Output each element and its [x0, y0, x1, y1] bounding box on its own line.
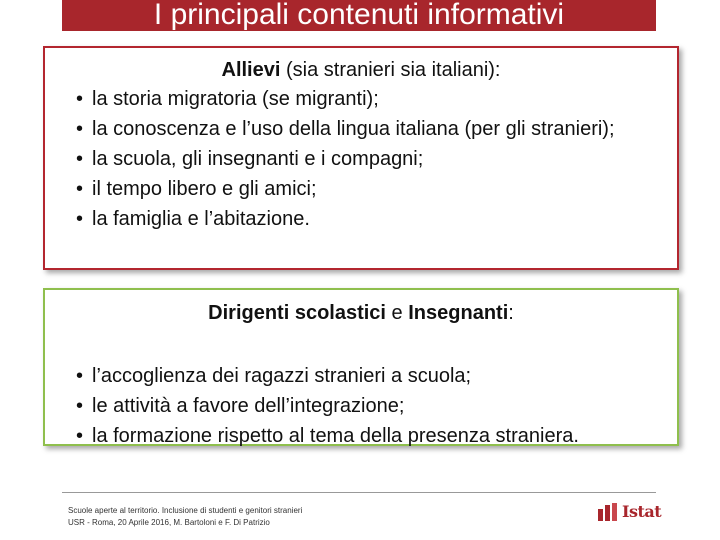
- list-item: [45, 84, 677, 114]
- list-item-text: la conoscenza e l’uso della lingua italiana (per gli stranieri);: [92, 118, 615, 140]
- allievi-heading-bold: Allievi: [221, 59, 281, 81]
- dirigenti-heading-bold1: Dirigenti scolastici: [208, 302, 386, 324]
- list-item-text: il tempo libero e gli amici;: [92, 178, 317, 200]
- footer-divider: [62, 492, 656, 493]
- list-item: [45, 421, 677, 451]
- list-item: [45, 144, 677, 174]
- dirigenti-heading-mid: e: [386, 302, 409, 324]
- footer-line-1: Scuole aperte al territorio. Inclusione di studenti e genitori stranieri: [68, 506, 303, 515]
- list-item-text: l’accoglienza dei ragazzi stranieri a scuola;: [92, 365, 472, 387]
- list-item-text: la famiglia e l’abitazione.: [92, 208, 310, 230]
- list-item-text: la scuola, gli insegnanti e i compagni;: [92, 148, 424, 170]
- bullet-icon: •: [76, 365, 84, 387]
- istat-logo: [598, 499, 662, 525]
- bullet-icon: •: [76, 88, 84, 110]
- list-item-text: la formazione rispetto al tema della presenza straniera.: [92, 425, 579, 447]
- bullet-icon: •: [76, 118, 84, 140]
- list-item: [45, 361, 677, 391]
- slide-title: I principali contenuti informativi: [62, 0, 656, 31]
- allievi-box: [43, 46, 679, 270]
- allievi-heading-rest: (sia stranieri sia italiani):: [280, 59, 501, 81]
- footer-line-2: USR - Roma, 20 Aprile 2016, M. Bartoloni e F. Di Patrizio: [68, 518, 270, 527]
- list-item: [45, 174, 677, 204]
- istat-logo-text: Istat: [622, 502, 662, 521]
- list-item-text: le attività a favore dell’integrazione;: [92, 395, 405, 417]
- dirigenti-heading-end: :: [508, 302, 514, 324]
- dirigenti-box: [43, 288, 679, 446]
- bullet-icon: •: [76, 208, 84, 230]
- dirigenti-list: [45, 361, 677, 451]
- bullet-icon: •: [76, 395, 84, 417]
- footer-caption: [68, 505, 302, 529]
- bullet-icon: •: [76, 178, 84, 200]
- bullet-icon: •: [76, 425, 84, 447]
- list-item: [45, 204, 677, 234]
- bullet-icon: •: [76, 148, 84, 170]
- allievi-heading: [45, 48, 677, 84]
- dirigenti-heading-bold2: Insegnanti: [408, 302, 509, 324]
- list-item: [45, 114, 677, 144]
- list-item-text: la storia migratoria (se migranti);: [92, 88, 379, 110]
- dirigenti-heading: [45, 290, 677, 327]
- list-item: [45, 391, 677, 421]
- allievi-list: [45, 84, 677, 234]
- istat-logo-icon: [598, 503, 618, 521]
